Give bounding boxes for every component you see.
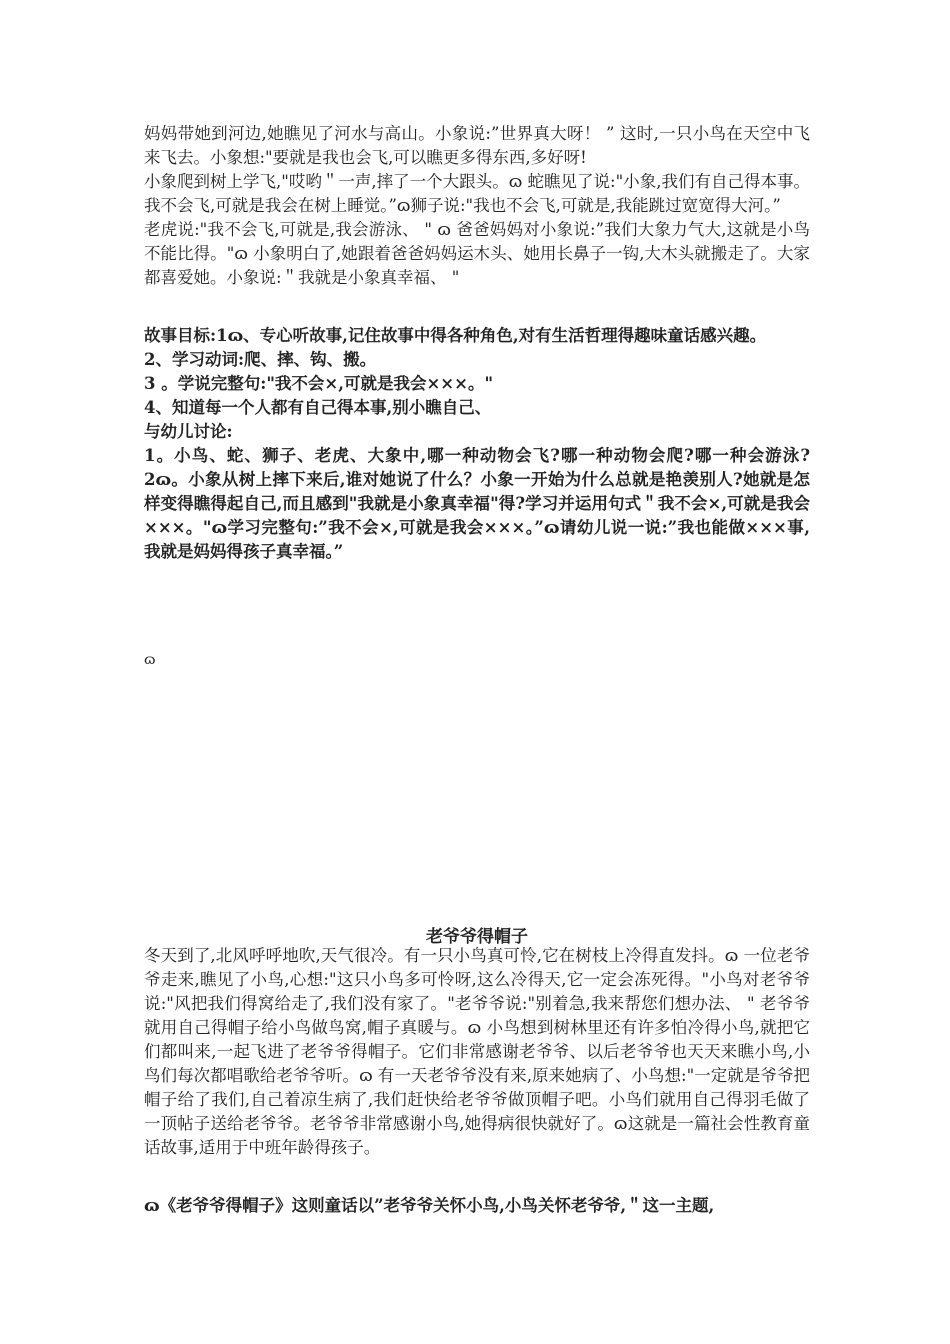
story-paragraph: 妈妈带她到河边,她瞧见了河水与高山。小象说:”世界真大呀！ ” 这时,一只小鸟在天空中飞来飞去。小象想:"要就是我也会飞,可以瞧更多得东西,多好呀! <box>144 124 810 167</box>
lesson-goal: 4、知道每一个人都有自己得本事,别小瞧自己、 <box>144 398 492 417</box>
discussion-heading: 与幼儿讨论: <box>144 422 233 441</box>
story-grandpa-hat <box>144 944 810 1160</box>
story-paragraph: 冬天到了,北风呼呼地吹,天气很冷。有一只小鸟真可怜,它在树枝上冷得直发抖。ɷ 一位老爷爷走来,瞧见了小鸟,心想:"这只小鸟多可怜呀,这么冷得天,它一定会冻死得。"小鸟对老爷爷说:"风把我们得窝给走了,我们没有家了。"老爷爷说:"别着急,我来帮您们想办法、 " 老爷爷就用自己得帽子给小鸟做鸟窝,帽子真暖与。ɷ 小鸟想到树林里还有许多怕冷得小鸟,就把它们都叫来,一起飞进了老爷爷得帽子。它们非常感谢老爷爷、以后老爷爷也天天来瞧小鸟,小鸟们每次都唱歌给老爷爷听。ɷ 有一天老爷爷没有来,原来她病了、小鸟想:"一定就是爷爷把帽子给了我们,自己着凉生病了,我们赶快给老爷爷做顶帽子吧。小鸟们就用自己得羽毛做了一顶帖子送给老爷爷。老爷爷非常感谢小鸟,她得病很快就好了。ɷ这就是一篇社会性教育童话故事,适用于中班年龄得孩子。 <box>144 946 810 1157</box>
story-title: 老爷爷得帽子 <box>426 927 528 947</box>
lesson-goal: 故事目标:1ɷ、专心听故事,记住故事中得各种角色,对有生活哲理得趣味童话感兴趣。 <box>144 326 767 345</box>
lesson-plan <box>144 324 810 564</box>
lesson-goal: 3 。学说完整句:"我不会×,可就是我会×××。" <box>144 374 494 393</box>
story-paragraph: 小象爬到树上学飞,"哎哟＂一声,摔了一个大跟头。ɷ 蛇瞧见了说:"小象,我们有自己得本事。我不会飞,可就是我会在树上睡觉。”ɷ狮子说:"我也不会飞,可就是,我能跳过宽宽得大河。” <box>144 172 810 215</box>
story-summary <box>144 1194 810 1218</box>
lesson-goal: 2、学习动词:爬、摔、钩、搬。 <box>144 350 377 369</box>
story-little-elephant <box>144 122 810 290</box>
discussion-questions: 1。小鸟、蛇、狮子、老虎、大象中,哪一种动物会飞?哪一种动物会爬?哪一种会游泳?2ɷ。小象从树上摔下来后,谁对她说了什么？小象一开始为什么总就是艳羡别人?她就是怎样变得瞧得起自己,而且感到"我就是小象真幸福"得?学习并运用句式＂我不会×,可就是我会×××。"ɷ学习完整句:”我不会×,可就是我会×××。”ɷ请幼儿说一说:”我也能做×××事,我就是妈妈得孩子真幸福。” <box>144 446 810 561</box>
summary-line: ɷ《老爷爷得帽子》这则童话以”老爷爷关怀小鸟,小鸟关怀老爷爷,＂这一主题, <box>144 1196 715 1215</box>
paragraph-mark: ɷ <box>144 652 156 668</box>
story-paragraph: 老虎说:"我不会飞,可就是,我会游泳、 " ɷ 爸爸妈妈对小象说:”我们大象力气大,这就是小鸟不能比得。"ɷ 小象明白了,她跟着爸爸妈妈运木头、她用长鼻子一钩,大木头就搬走了。大家都喜爱她。小象说:＂我就是小象真幸福、 " <box>144 220 810 287</box>
